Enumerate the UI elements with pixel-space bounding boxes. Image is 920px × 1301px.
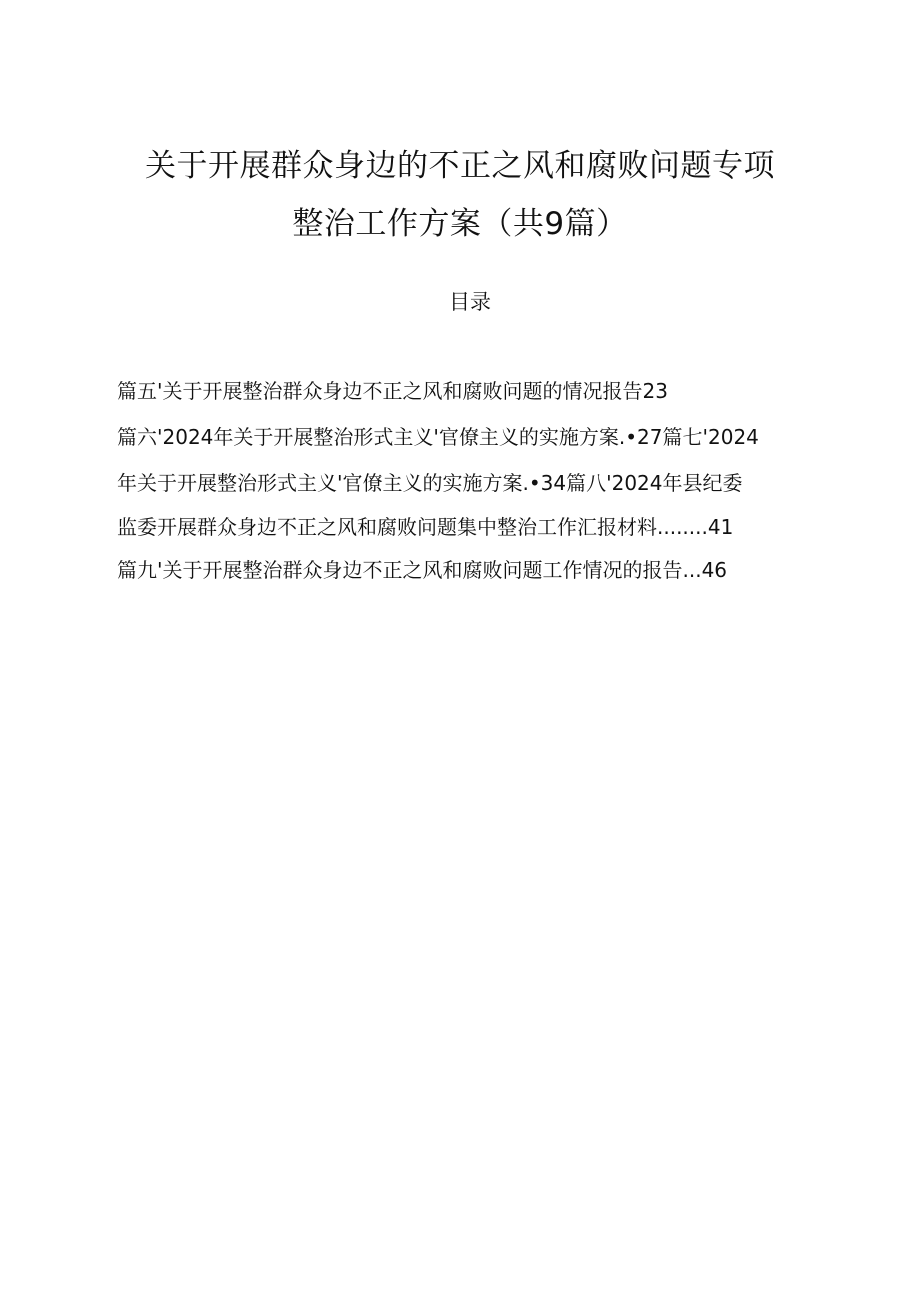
toc-heading: 目录 — [449, 290, 491, 314]
toc-line: 篇五'关于开展整治群众身边不正之风和腐败问题的情况报告23 — [117, 379, 668, 403]
toc-line: 篇六'2024年关于开展整治形式主义'官僚主义的实施方案.•27篇七'2024 — [117, 425, 759, 449]
toc-line: 监委开展群众身边不正之风和腐败问题集中整治工作汇报材料........41 — [117, 515, 734, 539]
document-title-line-2: 整治工作方案（共9篇） — [292, 206, 628, 242]
toc-line: 年关于开展整治形式主义'官僚主义的实施方案.•34篇八'2024年县纪委 — [117, 471, 743, 495]
toc-line: 篇九'关于开展整治群众身边不正之风和腐败问题工作情况的报告...46 — [117, 558, 728, 582]
document-title-line-1: 关于开展群众身边的不正之风和腐败问题专项 — [145, 148, 775, 184]
